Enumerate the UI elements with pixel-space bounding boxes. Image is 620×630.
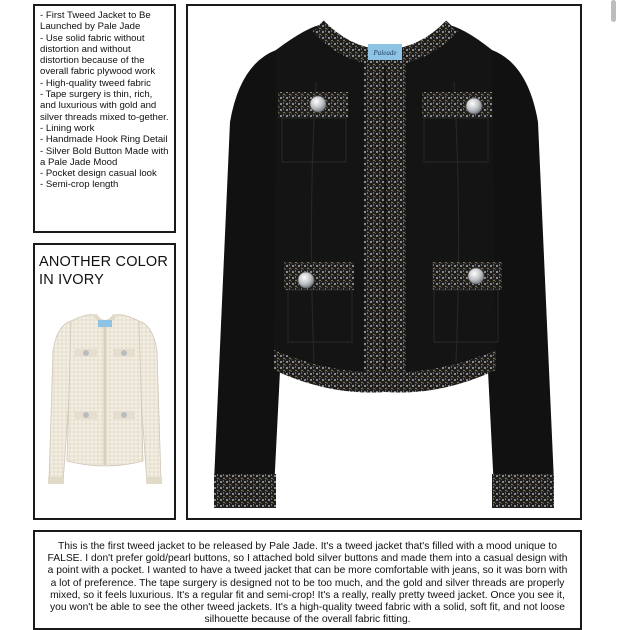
feature-item: - First Tweed Jacket to Be Launched by Pale Jade [40, 10, 151, 33]
black-jacket-image [196, 12, 574, 514]
feature-item: - Tape surgery is thin, rich, and luxurious with gold and silver threads mixed to-gether. [40, 89, 169, 123]
another-color-panel [33, 243, 176, 520]
feature-item: - Handmade Hook Ring Detail [40, 134, 168, 146]
feature-item: - Use solid fabric without distortion and without distortion because of the overall fabric plywood work [40, 32, 156, 78]
feature-list [40, 10, 169, 191]
scrollbar[interactable] [611, 0, 616, 22]
another-color-title-line1: ANOTHER COLOR [39, 254, 169, 270]
feature-item: - Pocket design casual look [40, 168, 157, 180]
brand-label-text: Paleade [373, 49, 397, 57]
features-panel [33, 4, 176, 233]
main-product-panel [186, 4, 582, 520]
feature-item: - Semi-crop length [40, 179, 119, 191]
description-text: This is the first tweed jacket to be released by Pale Jade. It's a tweed jacket that's filled with a mood unique to FALSE. I don't prefer gold/pearl buttons, so I attached bold silver buttons and made them into a casual design with a point with a pocket. I wanted to have a tweed jacket that can be more comfortable with jeans, so it was born with a lot of preference. The tape surgery is designed not to be too much, and the gold and silver threads are properly mixed, so it feels luxurious. It's a regular fit and semi-crop! It's a really, really pretty tweed jacket. Once you see it, you won't be able to see the other tweed jackets. It's a high-quality tweed fabric with a solid, soft fit, and not loose silhouette because of the overall fabric fitting. [47, 541, 568, 626]
another-color-title [39, 253, 168, 289]
ivory-jacket-image [41, 311, 169, 509]
feature-item: - Lining work [40, 122, 95, 134]
another-color-title-line2: IN IVORY [39, 272, 104, 288]
description-panel [33, 530, 582, 630]
feature-item: - High-quality tweed fabric [40, 77, 151, 89]
feature-item: - Silver Bold Button Made with a Pale Jade Mood [40, 145, 169, 168]
